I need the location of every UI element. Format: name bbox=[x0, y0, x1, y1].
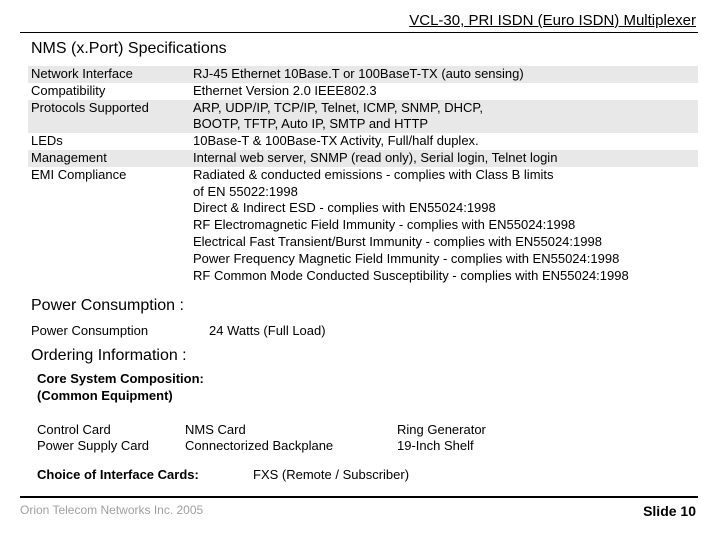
spec-row bbox=[28, 167, 698, 285]
nms-spec-table bbox=[28, 66, 698, 284]
spec-value-line: of EN 55022:1998 bbox=[193, 183, 298, 199]
spec-row bbox=[28, 133, 698, 150]
spec-value bbox=[193, 66, 698, 83]
common-equipment-title: (Common Equipment) bbox=[37, 388, 173, 403]
spec-row bbox=[28, 100, 698, 134]
spec-value bbox=[193, 167, 698, 285]
spec-label: Management bbox=[31, 149, 107, 165]
spec-value-line: Electrical Fast Transient/Burst Immunity - complies with EN55024:1998 bbox=[193, 233, 602, 249]
interface-cards-label: Choice of Interface Cards: bbox=[37, 467, 199, 482]
spec-value-line: ARP, UDP/IP, TCP/IP, Telnet, ICMP, SNMP, DHCP, bbox=[193, 99, 483, 115]
spec-label: LEDs bbox=[31, 133, 63, 149]
spec-value-line: RF Common Mode Conducted Susceptibility - complies with EN55024:1998 bbox=[193, 267, 629, 283]
nms-section-title: NMS (x.Port) Specifications bbox=[31, 40, 227, 57]
power-section-title: Power Consumption : bbox=[31, 297, 184, 314]
spec-value-line: Radiated & conducted emissions - complies with Class B limits bbox=[193, 166, 554, 182]
slide-title: VCL-30, PRI ISDN (Euro ISDN) Multiplexer bbox=[409, 12, 696, 29]
ordering-item-nms-card: NMS Card bbox=[185, 422, 246, 437]
spec-row bbox=[28, 83, 698, 100]
spec-label: Network Interface bbox=[31, 66, 133, 81]
interface-cards-value: FXS (Remote / Subscriber) bbox=[253, 467, 410, 482]
header-divider bbox=[20, 32, 698, 33]
spec-value-line: BOOTP, TFTP, Auto IP, SMTP and HTTP bbox=[193, 116, 429, 132]
spec-value-line: Direct & Indirect ESD - complies with EN55024:1998 bbox=[193, 200, 496, 216]
ordering-section-title: Ordering Information : bbox=[31, 347, 187, 364]
footer-divider bbox=[20, 496, 698, 498]
power-consumption-label: Power Consumption bbox=[31, 323, 149, 338]
spec-value-line: RF Electromagnetic Field Immunity - complies with EN55024:1998 bbox=[193, 217, 576, 233]
slide-number: Slide 10 bbox=[643, 503, 696, 519]
spec-label: Compatibility bbox=[31, 82, 106, 98]
power-consumption-value: 24 Watts (Full Load) bbox=[209, 323, 326, 338]
spec-value bbox=[193, 133, 698, 150]
ordering-item-connectorized-backplane: Connectorized Backplane bbox=[185, 438, 334, 453]
spec-value-line: RJ-45 Ethernet 10Base.T or 100BaseT-TX (auto sensing) bbox=[193, 66, 524, 81]
ordering-item-ring-generator: Ring Generator bbox=[397, 422, 486, 437]
spec-value bbox=[193, 83, 698, 100]
spec-label: Protocols Supported bbox=[31, 99, 149, 115]
spec-value bbox=[193, 150, 698, 167]
spec-row bbox=[28, 150, 698, 167]
ordering-item-control-card: Control Card bbox=[37, 422, 111, 437]
footer-company: Orion Telecom Networks Inc. 2005 bbox=[20, 503, 204, 517]
core-system-title: Core System Composition: bbox=[37, 371, 204, 386]
spec-value-line: Ethernet Version 2.0 IEEE802.3 bbox=[193, 82, 377, 98]
ordering-item-19-inch-shelf: 19-Inch Shelf bbox=[397, 438, 474, 453]
spec-value-line: Internal web server, SNMP (read only), Serial login, Telnet login bbox=[193, 149, 558, 165]
spec-value-line: 10Base-T & 100Base-TX Activity, Full/half duplex. bbox=[193, 133, 479, 149]
spec-value bbox=[193, 100, 698, 134]
spec-label: EMI Compliance bbox=[31, 166, 127, 182]
spec-value-line: Power Frequency Magnetic Field Immunity - complies with EN55024:1998 bbox=[193, 250, 620, 266]
spec-row bbox=[28, 66, 698, 83]
ordering-item-power-supply-card: Power Supply Card bbox=[37, 438, 149, 453]
